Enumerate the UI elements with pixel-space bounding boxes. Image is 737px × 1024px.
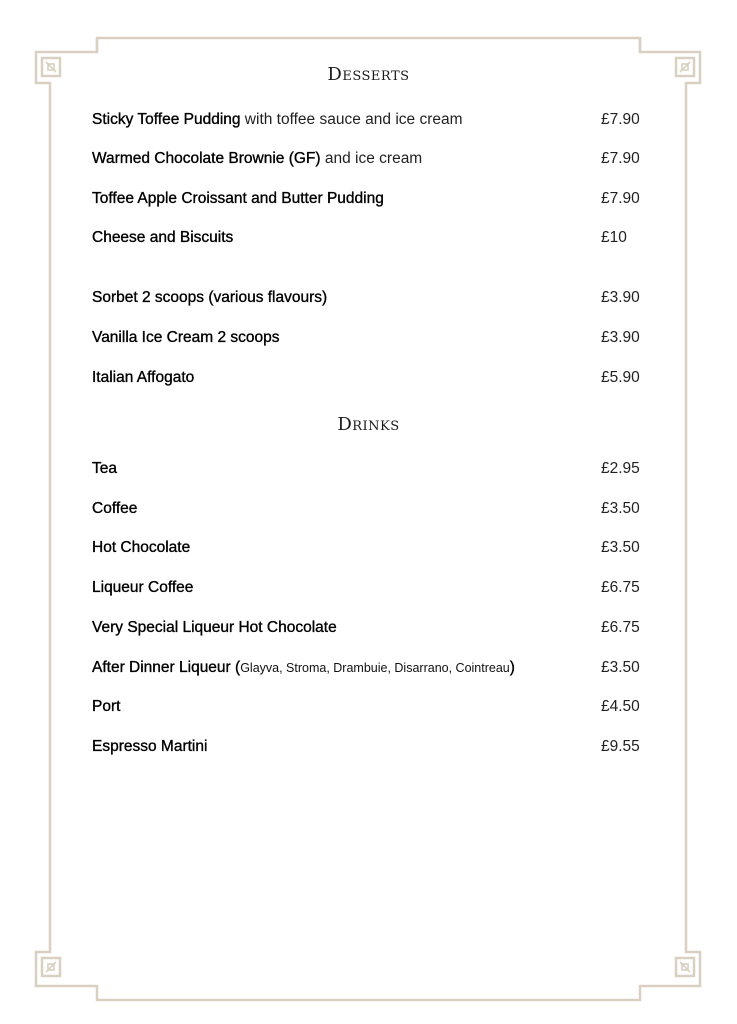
item-name: Liqueur Coffee bbox=[92, 579, 194, 596]
item-name: Toffee Apple Croissant and Butter Pudding bbox=[92, 190, 384, 207]
item-price: £3.90 bbox=[601, 289, 640, 306]
item-name: Cheese and Biscuits bbox=[92, 229, 234, 246]
menu-item bbox=[92, 227, 652, 249]
menu-item bbox=[92, 537, 652, 559]
menu-item bbox=[92, 188, 652, 210]
item-name: Port bbox=[92, 698, 121, 715]
item-name: Vanilla Ice Cream 2 scoops bbox=[92, 329, 280, 346]
item-price: £9.55 bbox=[601, 738, 640, 755]
item-price: £3.50 bbox=[601, 500, 640, 517]
item-price: £3.50 bbox=[601, 659, 640, 676]
menu-item bbox=[92, 327, 652, 349]
item-name: After Dinner Liqueur ( bbox=[92, 659, 241, 676]
desserts-heading: Desserts bbox=[327, 64, 410, 85]
menu-item bbox=[92, 657, 652, 679]
item-price: £6.75 bbox=[601, 619, 640, 636]
item-name: Warmed Chocolate Brownie (GF) bbox=[92, 150, 321, 167]
item-price: £10 bbox=[601, 229, 627, 246]
item-name: Very Special Liqueur Hot Chocolate bbox=[92, 619, 337, 636]
item-price: £7.90 bbox=[601, 190, 640, 207]
item-name: Coffee bbox=[92, 500, 138, 517]
item-name: Italian Affogato bbox=[92, 369, 195, 386]
menu-item bbox=[92, 617, 652, 639]
item-description: with toffee sauce and ice cream bbox=[240, 111, 463, 128]
item-price: £4.50 bbox=[601, 698, 640, 715]
menu-item bbox=[92, 458, 652, 480]
item-name: Sticky Toffee Pudding bbox=[92, 111, 241, 128]
item-price: £6.75 bbox=[601, 579, 640, 596]
item-price: £5.90 bbox=[601, 369, 640, 386]
item-name: Hot Chocolate bbox=[92, 539, 191, 556]
item-price: £7.90 bbox=[601, 111, 640, 128]
menu-item bbox=[92, 109, 652, 131]
menu-item bbox=[92, 148, 652, 170]
item-name: Sorbet 2 scoops (various flavours) bbox=[92, 289, 328, 306]
item-name: Tea bbox=[92, 460, 117, 477]
item-price: £2.95 bbox=[601, 460, 640, 477]
menu-item bbox=[92, 696, 652, 718]
item-name: Espresso Martini bbox=[92, 738, 208, 755]
item-price: £7.90 bbox=[601, 150, 640, 167]
item-detail: Glayva, Stroma, Drambuie, Disarrano, Cointreau bbox=[240, 661, 510, 675]
menu-item bbox=[92, 498, 652, 520]
menu-item bbox=[92, 367, 652, 389]
item-price: £3.50 bbox=[601, 539, 640, 556]
item-detail-close: ) bbox=[509, 659, 515, 676]
menu-item bbox=[92, 287, 652, 309]
item-description: and ice cream bbox=[320, 150, 423, 167]
menu-item bbox=[92, 577, 652, 599]
drinks-heading: Drinks bbox=[337, 414, 400, 435]
menu-item bbox=[92, 736, 652, 758]
item-price: £3.90 bbox=[601, 329, 640, 346]
